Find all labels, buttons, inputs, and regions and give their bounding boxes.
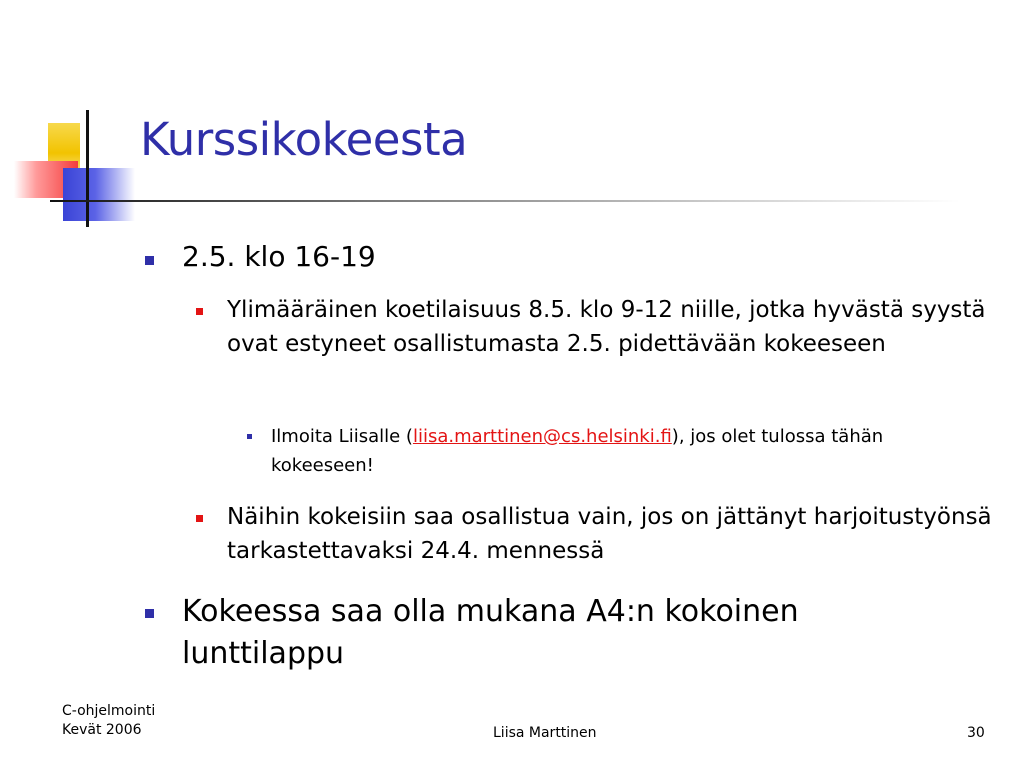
sub-bullet-item xyxy=(227,293,1002,361)
footer-author: Liisa Marttinen xyxy=(493,725,597,741)
logo-vertical-line xyxy=(86,110,89,227)
bullet-text: 2.5. klo 16-19 xyxy=(182,240,376,273)
sub-sub-bullet-text xyxy=(271,422,971,480)
footer-semester: Kevät 2006 xyxy=(62,722,142,738)
footer-course-name: C-ohjelmointi xyxy=(62,703,156,719)
bullet-square-icon xyxy=(145,256,154,265)
bullet-item xyxy=(182,591,942,675)
bullet-square-icon xyxy=(145,609,154,618)
page-number: 30 xyxy=(967,725,985,741)
bullet-text: Kokeessa saa olla mukana A4:n kokoinen lunttilappu xyxy=(182,594,799,671)
sub-sub-bullet-item xyxy=(271,422,971,480)
bullet-square-icon xyxy=(196,515,203,522)
sub-bullet-text: Ylimääräinen koetilaisuus 8.5. klo 9-12 niille, jotka hyvästä syystä ovat estyneet osallistumasta 2.5. pidettävään kokeeseen xyxy=(227,297,986,357)
sub-bullet-item xyxy=(227,500,1002,568)
slide-title: Kurssikokeesta xyxy=(140,113,468,166)
notice-prefix: Ilmoita Liisalle ( xyxy=(271,426,413,447)
email-link[interactable]: liisa.marttinen@cs.helsinki.fi xyxy=(412,426,672,447)
footer-course xyxy=(62,702,155,740)
bullet-square-icon xyxy=(247,434,252,439)
bullet-item xyxy=(182,238,982,276)
title-underline xyxy=(50,200,960,202)
sub-bullet-text: Näihin kokeisiin saa osallistua vain, jos on jättänyt harjoitustyönsä tarkastettavaksi 24.4. mennessä xyxy=(227,504,992,564)
bullet-square-icon xyxy=(196,308,203,315)
logo-blue-square xyxy=(63,168,135,221)
notice-suffix: ), jos olet tulossa tähän kokeeseen! xyxy=(271,426,884,476)
